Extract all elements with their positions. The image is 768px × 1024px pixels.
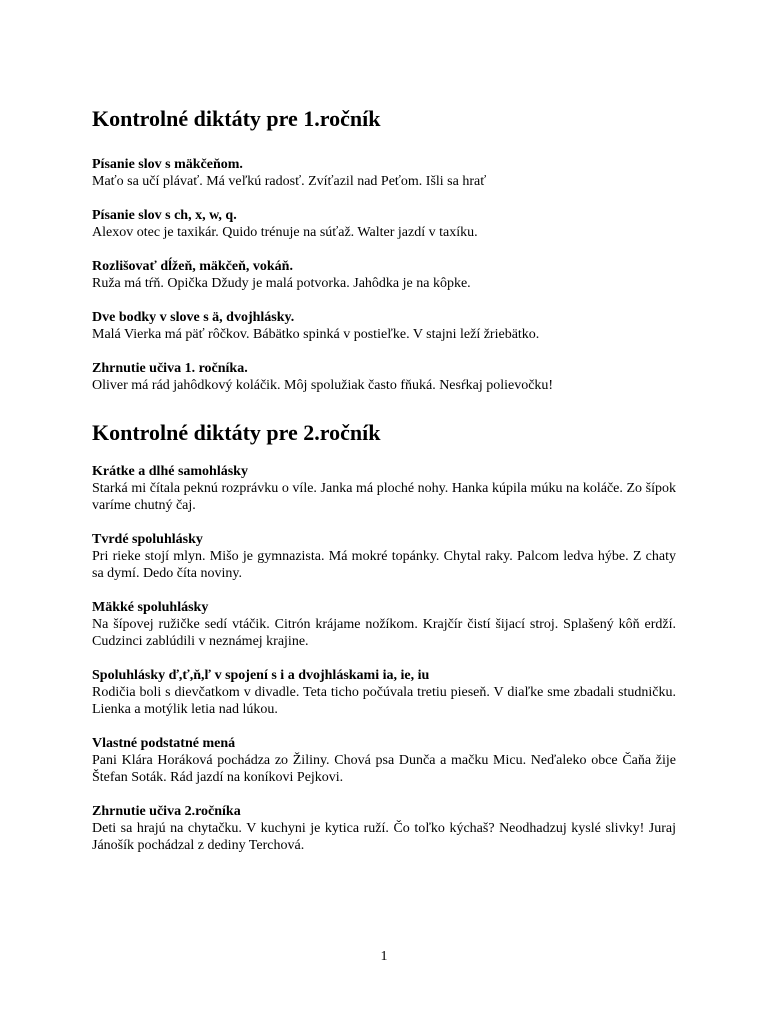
dictation-item [92, 667, 676, 718]
dictation-item [92, 463, 676, 514]
dictation-heading: Spoluhlásky ď,ť,ň,ľ v spojení s i a dvojhláskami ia, ie, iu [92, 668, 430, 683]
dictation-text: Alexov otec je taxikár. Quido trénuje na súťaž. Walter jazdí v taxíku. [92, 225, 478, 240]
dictation-item [92, 360, 676, 394]
dictation-item [92, 309, 676, 343]
dictation-item [92, 258, 676, 292]
dictation-heading: Rozlišovať dĺžeň, mäkčeň, vokáň. [92, 259, 293, 274]
dictation-text: Malá Vierka má päť rôčkov. Bábätko spinká v postieľke. V stajni leží žriebätko. [92, 327, 540, 342]
dictation-heading: Zhrnutie učiva 2.ročníka [92, 804, 241, 819]
dictation-heading: Krátke a dlhé samohlásky [92, 464, 248, 479]
dictation-item [92, 156, 676, 190]
section-title: Kontrolné diktáty pre 2.ročník [92, 420, 381, 445]
dictation-text: Maťo sa učí plávať. Má veľkú radosť. Zvíťazil nad Peťom. Išli sa hrať [92, 174, 487, 189]
dictation-heading: Mäkké spoluhlásky [92, 600, 209, 615]
section-grade-2 [92, 418, 676, 854]
dictation-heading: Písanie slov s mäkčeňom. [92, 157, 243, 172]
dictation-heading: Dve bodky v slove s ä, dvojhlásky. [92, 310, 295, 325]
dictation-text: Deti sa hrajú na chytačku. V kuchyni je kytica ruží. Čo toľko kýchaš? Neodhadzuj kyslé slivky! Juraj Jánošík pochádzal z dediny Terchová. [92, 821, 676, 853]
dictation-text: Rodičia boli s dievčatkom v divadle. Teta ticho počúvala tretiu pieseň. V diaľke sme zbadali studničku. Lienka a motýlik letia nad lúkou. [92, 685, 676, 717]
document-page [92, 104, 676, 871]
dictation-heading: Písanie slov s ch, x, w, q. [92, 208, 237, 223]
dictation-item [92, 207, 676, 241]
page-number: 1 [380, 949, 388, 964]
dictation-item [92, 599, 676, 650]
section-grade-1 [92, 104, 676, 394]
dictation-item [92, 803, 676, 854]
dictation-heading: Vlastné podstatné mená [92, 736, 236, 751]
dictation-item [92, 531, 676, 582]
dictation-text: Oliver má rád jahôdkový koláčik. Môj spolužiak často fňuká. Nesŕkaj polievočku! [92, 378, 554, 393]
dictation-text: Pri rieke stojí mlyn. Mišo je gymnazista. Má mokré topánky. Chytal raky. Palcom ledva hýbe. Z chaty sa dymí. Dedo číta noviny. [92, 549, 676, 581]
dictation-text: Na šípovej ružičke sedí vtáčik. Citrón krájame nožíkom. Krajčír čistí šijací stroj. Splašený kôň erdží. Cudzinci zablúdili v neznámej krajine. [92, 617, 676, 649]
section-title: Kontrolné diktáty pre 1.ročník [92, 106, 381, 131]
dictation-text: Pani Klára Horáková pochádza zo Žiliny. Chová psa Dunča a mačku Micu. Neďaleko obce Čaňa žije Štefan Soták. Rád jazdí na koníkovi Pejkovi. [92, 753, 676, 785]
dictation-heading: Zhrnutie učiva 1. ročníka. [92, 361, 248, 376]
dictation-text: Ruža má tŕň. Opička Džudy je malá potvorka. Jahôdka je na kôpke. [92, 276, 471, 291]
dictation-text: Starká mi čítala peknú rozprávku o víle. Janka má ploché nohy. Hanka kúpila múku na koláče. Zo šípok varíme chutný čaj. [92, 481, 676, 513]
dictation-item [92, 735, 676, 786]
dictation-heading: Tvrdé spoluhlásky [92, 532, 203, 547]
